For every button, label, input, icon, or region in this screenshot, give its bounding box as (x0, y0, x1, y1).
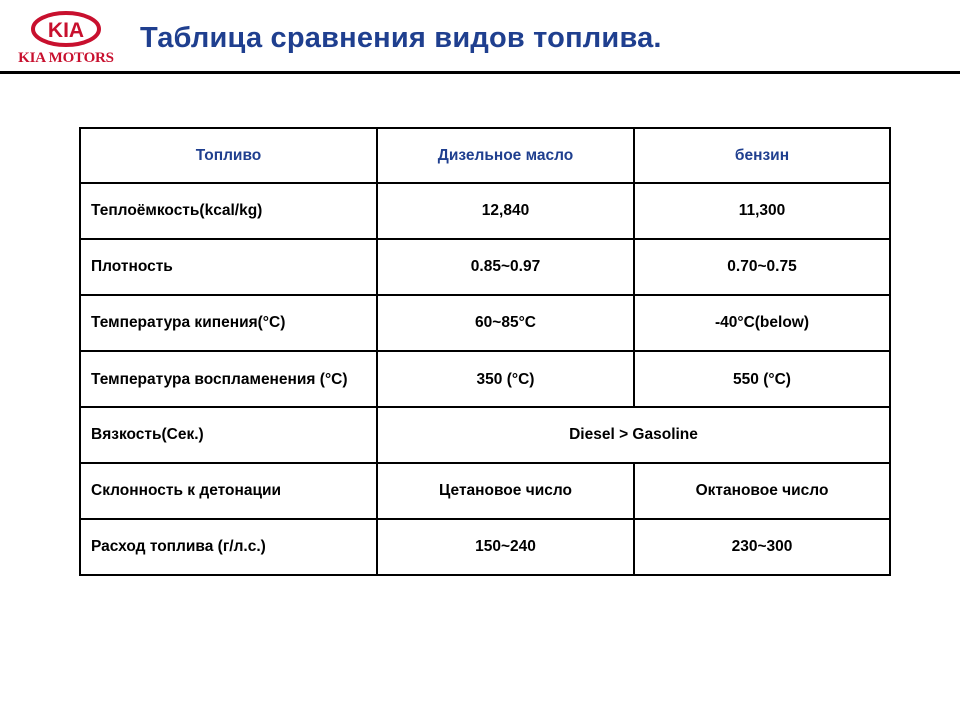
page-title: Таблица сравнения видов топлива. (140, 22, 662, 54)
row-label: Температура воспламенения (°C) (80, 351, 377, 407)
table-row (80, 463, 890, 519)
table-row (80, 183, 890, 239)
row-label: Температура кипения(°C) (80, 295, 377, 351)
svg-text:KIA: KIA (47, 19, 85, 42)
row-label: Вязкость(Сек.) (80, 407, 377, 463)
header-gasoline: бензин (634, 128, 890, 183)
gasoline-value: 230~300 (634, 519, 890, 575)
gasoline-value: 550 (°C) (634, 351, 890, 407)
gasoline-value: Октановое число (634, 463, 890, 519)
row-label: Склонность к детонации (80, 463, 377, 519)
row-label: Теплоёмкость(kcal/kg) (80, 183, 377, 239)
diesel-value: 350 (°C) (377, 351, 634, 407)
diesel-value: 60~85°C (377, 295, 634, 351)
gasoline-value: 11,300 (634, 183, 890, 239)
diesel-value: 12,840 (377, 183, 634, 239)
table-row (80, 519, 890, 575)
merged-value: Diesel > Gasoline (377, 407, 890, 463)
fuel-comparison-table (79, 127, 891, 576)
row-label: Плотность (80, 239, 377, 295)
table-row (80, 239, 890, 295)
kia-logo (12, 10, 120, 70)
gasoline-value: -40°C(below) (634, 295, 890, 351)
row-label: Расход топлива (г/л.с.) (80, 519, 377, 575)
diesel-value: 150~240 (377, 519, 634, 575)
table-row (80, 295, 890, 351)
table-row (80, 407, 890, 463)
header-fuel: Топливо (80, 128, 377, 183)
diesel-value: Цетановое число (377, 463, 634, 519)
gasoline-value: 0.70~0.75 (634, 239, 890, 295)
kia-emblem-icon (12, 10, 120, 50)
brand-name: KIA MOTORS (18, 50, 114, 66)
table-row (80, 351, 890, 407)
table-header-row (80, 128, 890, 183)
title-divider (0, 71, 960, 74)
header-diesel: Дизельное масло (377, 128, 634, 183)
diesel-value: 0.85~0.97 (377, 239, 634, 295)
